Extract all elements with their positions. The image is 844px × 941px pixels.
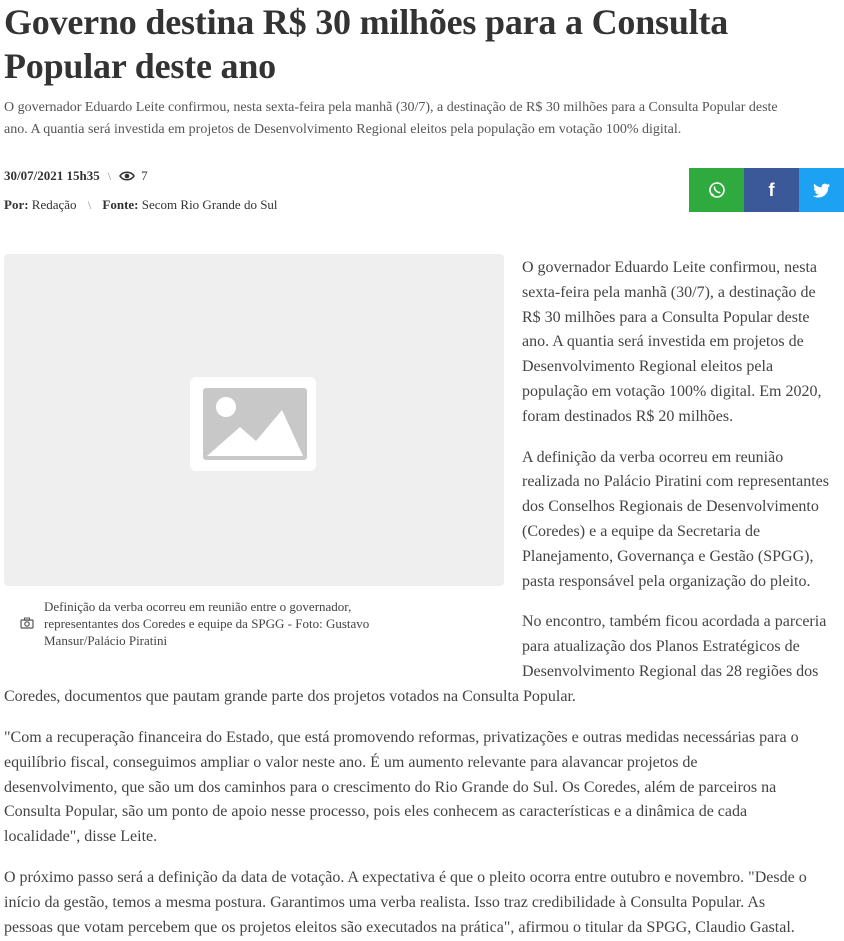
share-facebook-button[interactable] [744, 168, 799, 212]
article-lead-line2: ano. A quantia será investida em projetos de Desenvolvimento Regional eleitos pela população em votação 100% digital. [4, 122, 682, 137]
body-paragraph-3-tail [4, 685, 844, 710]
body-line: ano. A quantia será investida em projetos de [522, 333, 804, 351]
body-line: desenvolvimento, que são um dos caminhos para o crescimento do Rio Grande do Sul. Os Coredes, além de parceiros na [4, 778, 777, 796]
article-lead-line1: O governador Eduardo Leite confirmou, nesta sexta-feira pela manhã (30/7), a destinação de R$ 30 milhões para a Consulta Popular deste [4, 100, 778, 115]
body-line: realizada no Palácio Piratini com representantes [522, 473, 829, 491]
article-title-line2: Popular deste ano [4, 46, 276, 86]
eye-icon [119, 170, 135, 182]
body-line: início da gestão, temos a mesma postura. Garantimos uma verba realista. Isso traz credibilidade à Consulta Popular. As [4, 893, 766, 911]
body-line: Desenvolvimento Regional eleitos pela [522, 358, 774, 376]
body-line: pasta responsável pela organização do pleito. [522, 572, 811, 590]
article-body-side [522, 256, 844, 701]
meta-separator: \ [87, 198, 92, 212]
body-line: sexta-feira pela manhã (30/7), a destinação de [522, 283, 816, 301]
meta-separator: \ [107, 168, 112, 183]
body-line: foram destinados R$ 20 milhões. [522, 407, 734, 425]
body-line: O governador Eduardo Leite confirmou, nesta [522, 259, 818, 276]
source-label: Fonte: [102, 197, 139, 212]
image-placeholder-icon [190, 377, 316, 471]
publish-date: 30/07/2021 15h35 [4, 168, 100, 183]
body-line: população em votação 100% digital. Em 2020, [522, 382, 822, 400]
caption-line1: Definição da verba ocorreu em reunião entre o governador, [44, 599, 352, 614]
body-line: No encontro, também ficou acordada a parceria [522, 613, 827, 631]
body-line: dos Conselhos Regionais de Desenvolvimento [522, 498, 819, 516]
body-line: pessoas que votam percebem que os projetos eleitos são executados na prática", afirmou o titular da SPGG, Claudio Gastal. [4, 918, 795, 936]
article-meta-author [4, 197, 278, 213]
body-line: para atualização dos Planos Estratégicos de [522, 638, 800, 656]
share-whatsapp-button[interactable] [689, 168, 744, 212]
source-name: Secom Rio Grande do Sul [141, 197, 278, 212]
whatsapp-icon [708, 181, 726, 199]
article-meta-date [4, 168, 148, 184]
body-line: equilíbrio fiscal, conseguimos ampliar o valor neste ano. É um aumento relevante para alavancar projetos de [4, 753, 698, 771]
body-paragraph-1 [522, 256, 844, 430]
body-line: A definição da verba ocorreu em reunião [522, 448, 784, 466]
body-paragraph-4 [4, 726, 844, 850]
body-line: Desenvolvimento Regional das 28 regiões dos [522, 662, 819, 680]
author-label: Por: [4, 197, 29, 212]
article-title-line1: Governo destina R$ 30 milhões para a Consulta [4, 2, 729, 42]
body-paragraph-2 [522, 446, 844, 595]
body-line: Coredes, documentos que pautam grande parte dos projetos votados na Consulta Popular. [4, 688, 576, 705]
body-line: "Com a recuperação financeira do Estado, que está promovendo reformas, privatizações e outras medidas necessárias para o [4, 729, 799, 746]
author-name: Redação [31, 197, 77, 212]
body-paragraph-5 [4, 866, 844, 940]
article-title [4, 0, 844, 88]
body-line: O próximo passo será a definição da data de votação. A expectativa é que o pleito ocorra entre outubro e novembro. "Desde o [4, 869, 807, 886]
body-line: (Coredes) e a equipe da Secretaria de [522, 522, 761, 540]
view-count: 7 [141, 168, 148, 183]
share-twitter-button[interactable] [799, 168, 844, 212]
image-placeholder [190, 377, 316, 471]
article-image[interactable] [4, 254, 504, 586]
body-line: Planejamento, Governança e Gestão (SPGG), [522, 547, 814, 565]
body-line: localidade", disse Leite. [4, 828, 158, 846]
body-line: Consulta Popular, são um ponto de apoio nesse processo, pois eles conhecem as características e a dinâmica de cada [4, 803, 748, 821]
facebook-icon: f [768, 179, 775, 200]
image-caption [20, 598, 420, 649]
body-line: R$ 30 milhões para a Consulta Popular deste [522, 308, 810, 326]
caption-line2: representantes dos Coredes e equipe da SPGG - Foto: Gustavo [44, 616, 370, 631]
share-buttons [689, 168, 844, 212]
twitter-icon [813, 183, 831, 198]
caption-line3: Mansur/Palácio Piratini [44, 633, 168, 648]
article-lead [4, 97, 844, 141]
body-paragraph-3 [522, 610, 844, 684]
